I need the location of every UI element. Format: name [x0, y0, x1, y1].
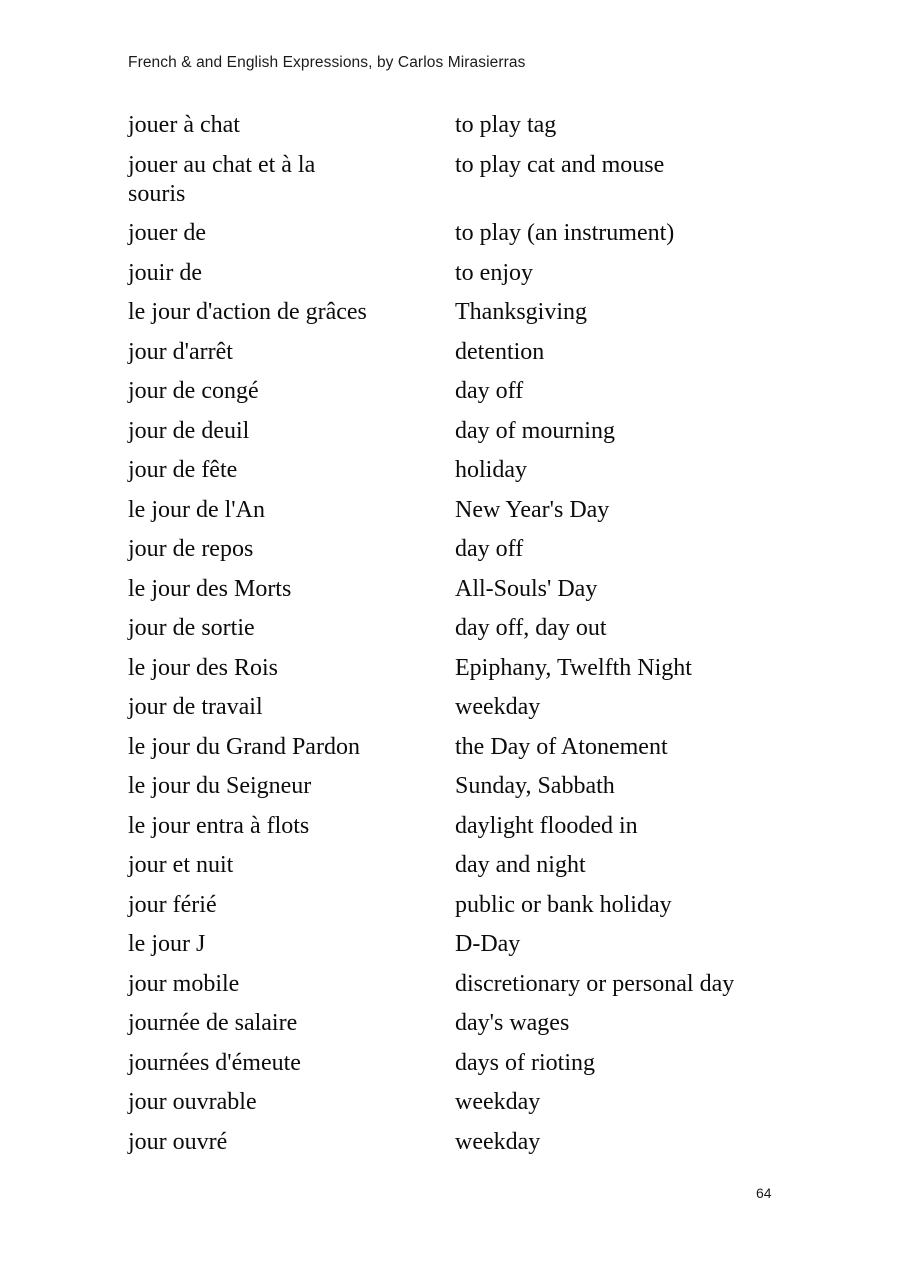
glossary-row — [128, 417, 808, 446]
page-header: French & and English Expressions, by Carlos Mirasierras — [128, 54, 526, 71]
glossary-row — [128, 456, 808, 485]
french-expression: le jour des Morts — [128, 575, 292, 602]
english-translation: D-Day — [455, 931, 521, 957]
glossary-row — [128, 851, 808, 880]
french-expression: jouer au chat et à la souris — [128, 151, 316, 207]
french-expression: jour férié — [128, 891, 217, 918]
english-translation: day's wages — [455, 1010, 570, 1036]
english-translation: weekday — [455, 1089, 541, 1115]
english-translation: holiday — [455, 457, 527, 483]
glossary-row — [128, 496, 808, 525]
glossary-row — [128, 930, 808, 959]
english-translation: daylight flooded in — [455, 812, 638, 839]
glossary-row — [128, 298, 808, 327]
french-expression: le jour du Grand Pardon — [128, 733, 360, 760]
french-expression: jour de fête — [128, 457, 238, 483]
glossary-row — [128, 891, 808, 920]
french-expression: jouir de — [128, 259, 202, 286]
french-expression: jouer à chat — [128, 112, 240, 138]
french-expression: jour ouvrable — [128, 1089, 257, 1115]
english-translation: days of rioting — [455, 1049, 595, 1076]
english-translation: Thanksgiving — [455, 299, 587, 325]
french-expression: jour ouvré — [128, 1128, 228, 1155]
english-translation: detention — [455, 338, 545, 365]
english-translation: weekday — [455, 1128, 541, 1155]
glossary-row — [128, 259, 808, 288]
glossary-row — [128, 614, 808, 643]
glossary-row — [128, 772, 808, 801]
english-translation: to play tag — [455, 112, 557, 138]
french-expression: jour de deuil — [128, 417, 250, 444]
english-translation: discretionary or personal day — [455, 970, 735, 997]
english-translation: day off, day out — [455, 615, 607, 641]
expression-list — [128, 111, 808, 1167]
french-expression: journées d'émeute — [128, 1049, 301, 1076]
glossary-row — [128, 812, 808, 841]
page-number: 64 — [756, 1185, 772, 1201]
french-expression: jour de repos — [128, 536, 254, 562]
french-expression: jour de travail — [128, 694, 263, 720]
glossary-row — [128, 1128, 808, 1157]
english-translation: public or bank holiday — [455, 891, 672, 918]
glossary-row — [128, 575, 808, 604]
english-translation: day off — [455, 378, 524, 404]
glossary-row — [128, 970, 808, 999]
french-expression: jour mobile — [128, 970, 240, 997]
french-expression: journée de salaire — [128, 1010, 298, 1036]
french-expression: jour de congé — [128, 378, 259, 404]
french-expression: le jour d'action de grâces — [128, 299, 367, 325]
glossary-row — [128, 377, 808, 406]
glossary-row — [128, 535, 808, 564]
french-expression: le jour J — [128, 931, 206, 957]
glossary-row — [128, 111, 808, 140]
english-translation: day of mourning — [455, 417, 615, 444]
glossary-row — [128, 693, 808, 722]
english-translation: All-Souls' Day — [455, 575, 598, 602]
english-translation: to play (an instrument) — [455, 220, 675, 246]
english-translation: New Year's Day — [455, 496, 610, 523]
english-translation: to play cat and mouse — [455, 151, 665, 178]
glossary-row — [128, 654, 808, 683]
french-expression: le jour du Seigneur — [128, 773, 312, 799]
english-translation: Sunday, Sabbath — [455, 773, 615, 799]
english-translation: weekday — [455, 694, 541, 720]
french-expression: le jour de l'An — [128, 496, 265, 523]
glossary-row — [128, 151, 808, 209]
french-expression: jouer de — [128, 220, 206, 246]
english-translation: day and night — [455, 852, 586, 878]
french-expression: le jour entra à flots — [128, 812, 310, 839]
french-expression: jour d'arrêt — [128, 338, 233, 365]
glossary-row — [128, 219, 808, 248]
glossary-row — [128, 338, 808, 367]
french-expression: jour de sortie — [128, 615, 255, 641]
english-translation: the Day of Atonement — [455, 733, 668, 760]
glossary-row — [128, 1088, 808, 1117]
glossary-row — [128, 1009, 808, 1038]
english-translation: Epiphany, Twelfth Night — [455, 654, 692, 681]
glossary-row — [128, 733, 808, 762]
glossary-row — [128, 1049, 808, 1078]
english-translation: day off — [455, 536, 524, 562]
french-expression: jour et nuit — [128, 852, 234, 878]
french-expression: le jour des Rois — [128, 654, 278, 681]
english-translation: to enjoy — [455, 259, 533, 286]
